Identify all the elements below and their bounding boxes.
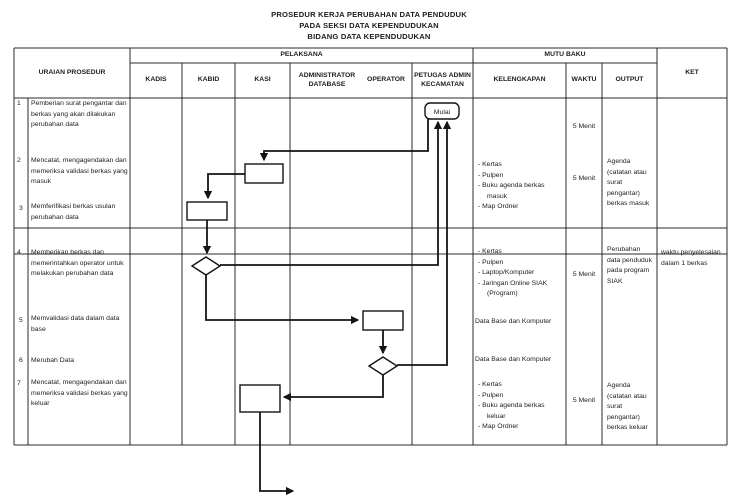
uraian-row-7: Mencatat, mengagendakan dan memeriksa validasi berkas yang keluar — [31, 379, 128, 407]
arrow-offpage-continuation — [260, 412, 293, 491]
process-box-operator-row5 — [363, 311, 403, 330]
kelengkapan-s1-item: - Map Ordner — [478, 203, 519, 210]
kelengkapan-s3-item: - Kertas — [478, 381, 502, 388]
start-terminator-label: Mulai — [433, 109, 451, 116]
output-section3: Agenda (catatan atau surat pengantar) berkas keluar — [607, 382, 648, 431]
uraian-row-6: Merubah Data — [31, 357, 75, 364]
uraian-row-2: Mencatat, mengagendakan dan memeriksa validasi berkas yang masuk — [31, 157, 128, 185]
kelengkapan-s2-item: - Pulpen — [478, 258, 504, 266]
uraian-row-5: Memvalidasi data dalam data base — [31, 315, 120, 333]
header-uraian-prosedur: URAIAN PROSEDUR — [38, 68, 106, 76]
row-number-4: 4 — [17, 249, 21, 256]
kelengkapan-s3-item: - Buku agenda berkas keluar — [478, 402, 545, 420]
process-box-kabid-row3 — [187, 202, 227, 220]
waktu-rows2-3: 5 Menit — [572, 175, 596, 182]
header-operator: OPERATOR — [367, 76, 405, 84]
output-section2: Perubahan data penduduk pada program SIAK — [607, 246, 652, 285]
header-waktu: WAKTU — [571, 76, 597, 84]
kelengkapan-s2-item: - Kertas — [478, 248, 502, 255]
waktu-row4: 5 Menit — [572, 271, 596, 278]
arrow-decision2-to-start — [397, 122, 447, 365]
kelengkapan-s2-item: - Jaringan Online SIAK (Program) — [478, 279, 548, 297]
arrow-start-to-kasi — [264, 118, 428, 160]
arrow-decision1-to-operator — [206, 275, 358, 320]
process-box-kasi-row2 — [245, 164, 283, 183]
kelengkapan-s2-item: - Laptop/Komputer — [478, 269, 535, 276]
kelengkapan-s1-item: - Buku agenda berkas masuk — [478, 182, 545, 200]
waktu-row1: 5 Menit — [572, 123, 596, 130]
header-output: OUTPUT — [615, 76, 644, 84]
row-number-3: 3 — [19, 205, 23, 212]
title-line-1: PROSEDUR KERJA PERUBAHAN DATA PENDUDUK — [271, 10, 467, 19]
waktu-row7: 5 Menit — [572, 397, 596, 404]
decision-diamond-row4 — [192, 257, 220, 275]
kelengkapan-section3 — [478, 380, 564, 433]
header-kelengkapan: KELENGKAPAN — [493, 76, 546, 84]
arrow-decision1-to-start — [220, 122, 438, 265]
flow-connectors — [206, 118, 447, 491]
header-kasi: KASI — [254, 76, 271, 84]
uraian-row-3: Memferifikasi berkas usulan perubahan data — [31, 203, 116, 221]
kelengkapan-row6: Data Base dan Komputer — [475, 356, 552, 363]
title-line-3: BIDANG DATA KEPENDUDUKAN — [307, 32, 431, 41]
process-box-kasi-row7 — [240, 385, 280, 412]
kelengkapan-s1-item: - Kertas — [478, 161, 502, 168]
header-kadis: KADIS — [145, 76, 167, 84]
row-number-6: 6 — [19, 357, 23, 364]
ket-section2: waktu penyelesaian dalam 1 berkas — [661, 249, 721, 267]
header-kabid: KABID — [197, 76, 220, 84]
decision-diamond-row6 — [369, 357, 397, 375]
row-number-2: 2 — [17, 157, 21, 164]
header-pelaksana-group: PELAKSANA — [280, 51, 323, 59]
kelengkapan-s1-item: - Pulpen — [478, 171, 504, 179]
row-number-7: 7 — [17, 380, 21, 387]
output-section1: Agenda (catatan atau surat pengantar) berkas masuk — [607, 158, 650, 207]
uraian-row-1: Pemberian surat pengantar dan berkas yang akan dilakukan perubahan data — [31, 100, 127, 128]
header-petugas-admin-kecamatan: PETUGAS ADMIN KECAMATAN — [414, 72, 471, 88]
uraian-row-4: Memberikan berkas dan memerintahkan operator untuk melakukan perubahan data — [31, 249, 124, 277]
row-number-1: 1 — [17, 100, 21, 107]
kelengkapan-section2 — [478, 247, 564, 300]
kelengkapan-s3-item: - Map Ordner — [478, 423, 519, 430]
title-line-2: PADA SEKSI DATA KEPENDUDUKAN — [299, 21, 439, 30]
kelengkapan-section1 — [478, 160, 564, 213]
arrow-decision2-to-kasi2 — [284, 375, 383, 397]
arrow-kasi-to-kabid — [208, 174, 245, 198]
header-mutu-baku-group: MUTU BAKU — [544, 51, 586, 59]
header-ket: KET — [685, 68, 699, 76]
kelengkapan-s3-item: - Pulpen — [478, 391, 504, 399]
row-number-5: 5 — [19, 317, 23, 324]
kelengkapan-row5: Data Base dan Komputer — [475, 318, 552, 325]
header-administrator-database: ADMINISTRATOR DATABASE — [298, 72, 356, 88]
